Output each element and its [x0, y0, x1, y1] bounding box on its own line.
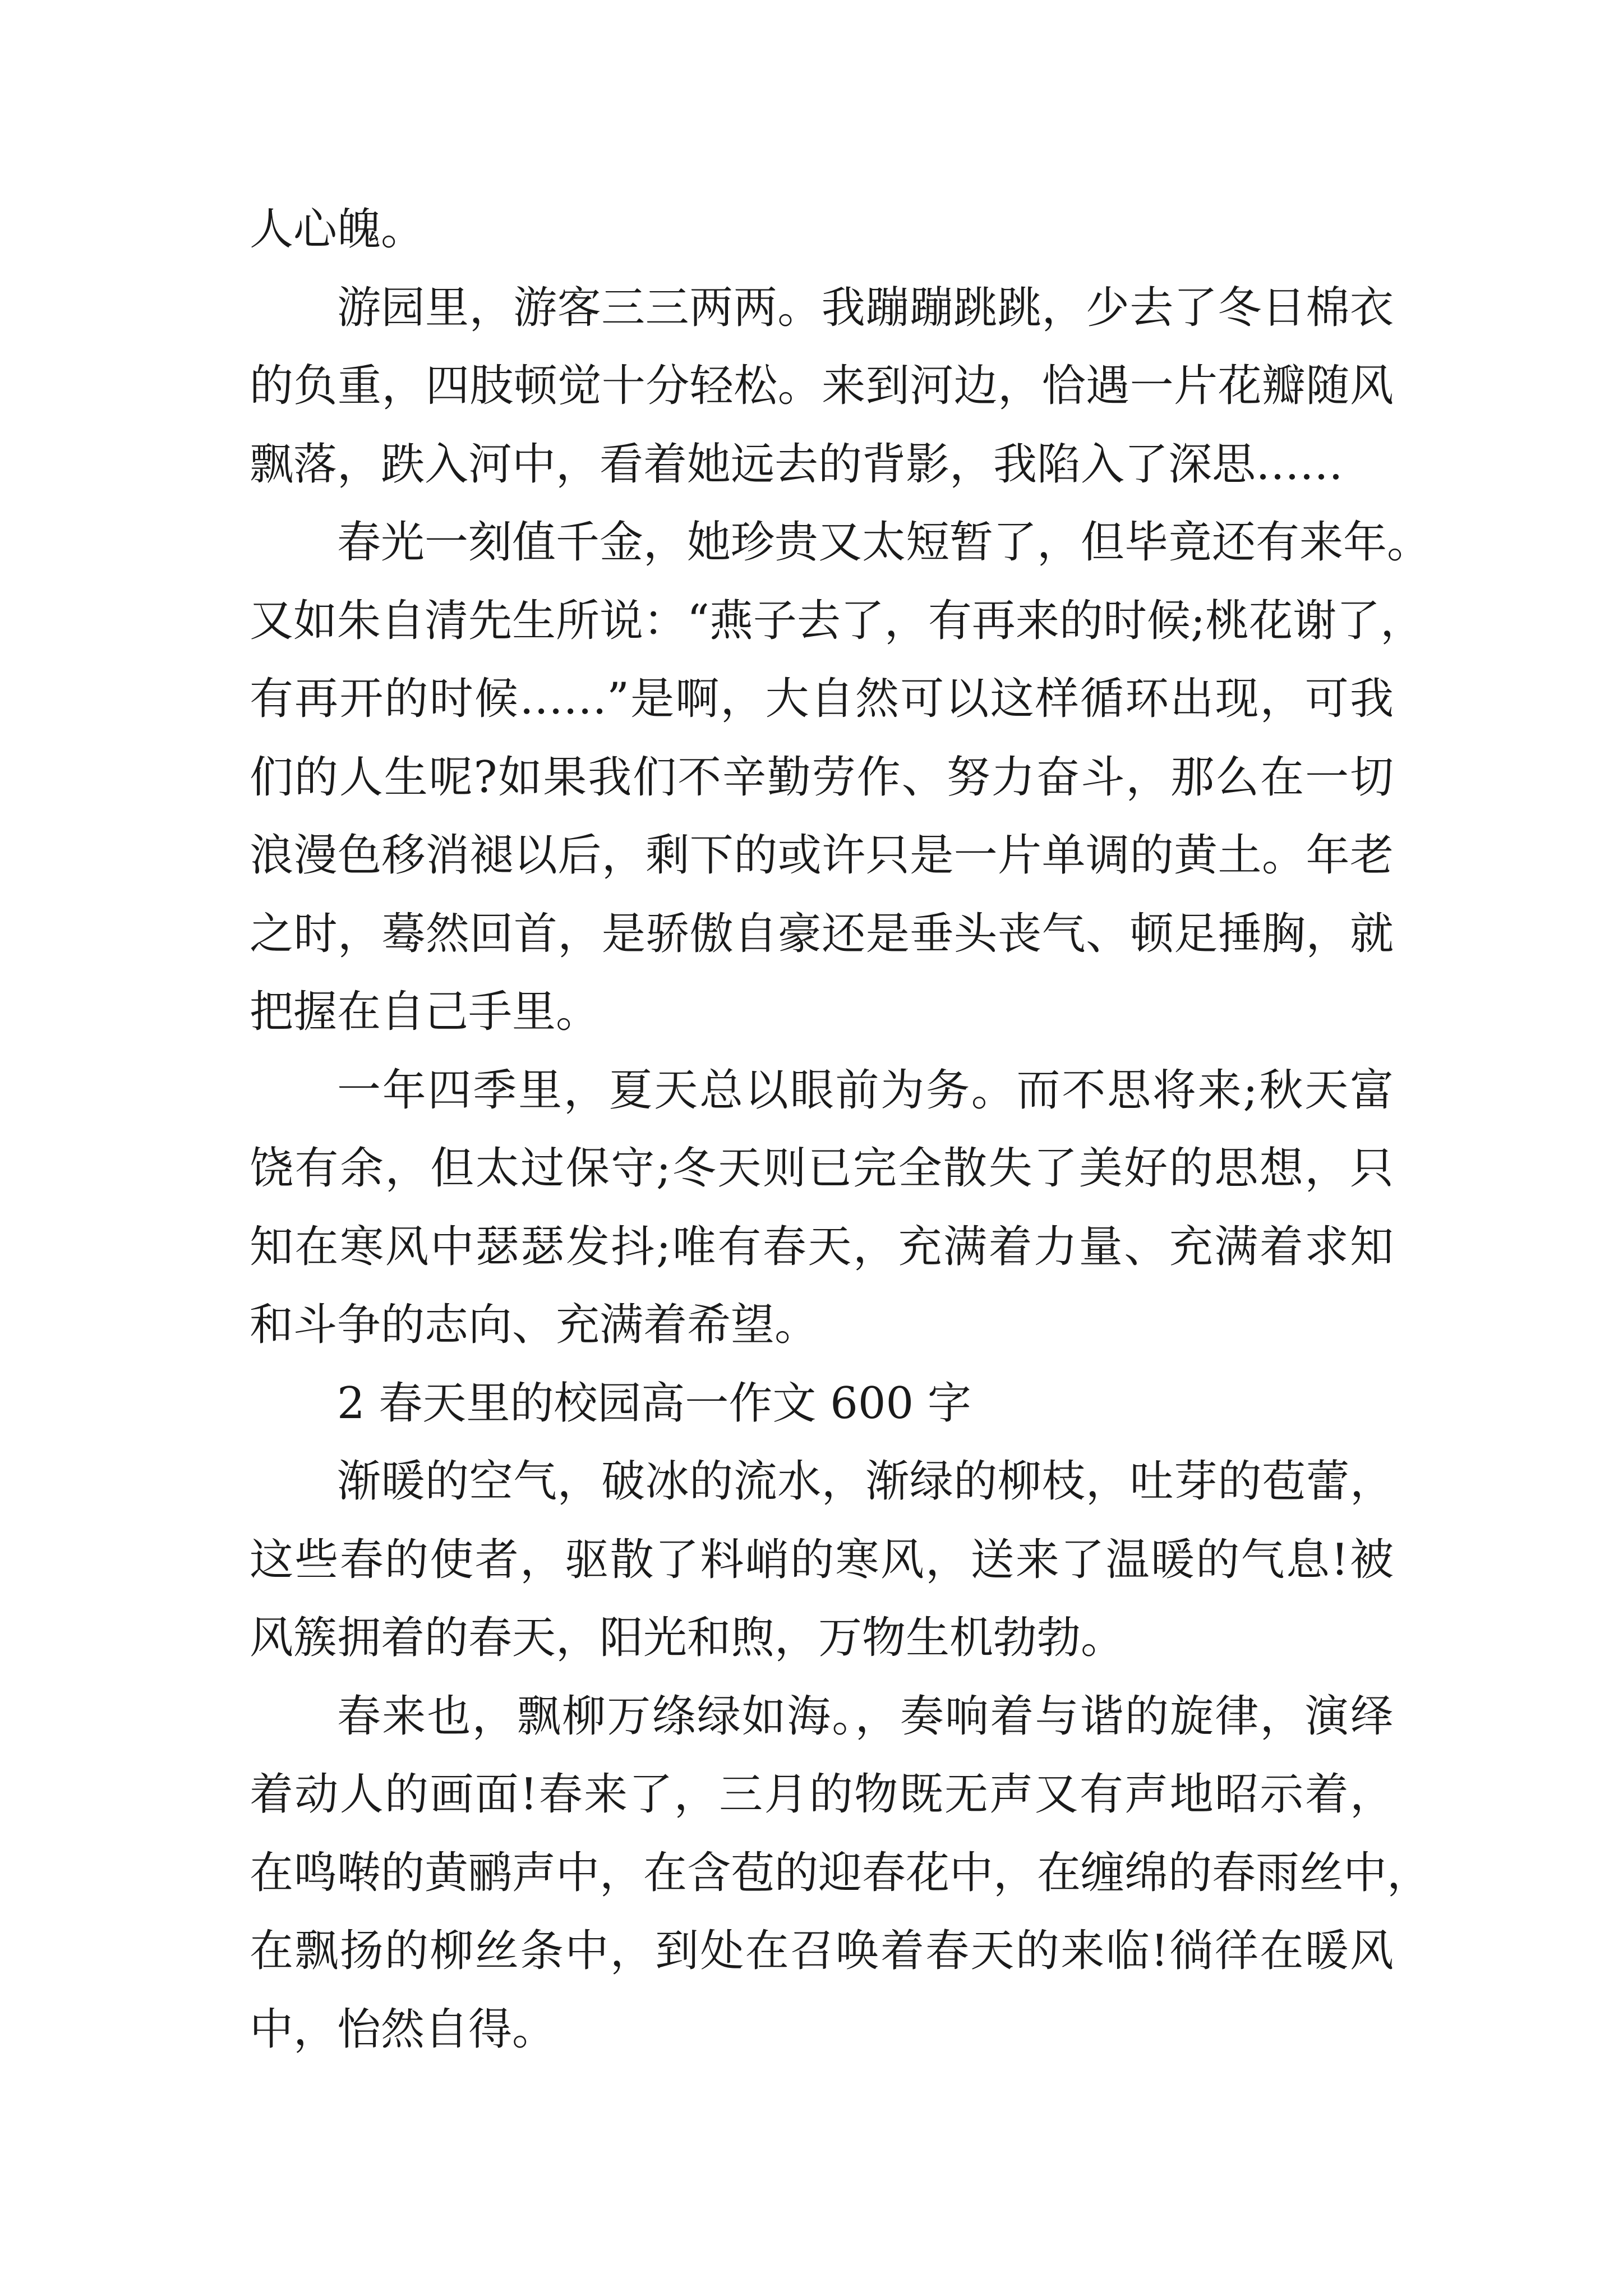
text-line: 中，怡然自得。	[250, 2004, 556, 2055]
text-line: 游园里，游客三三两两。我蹦蹦跳跳，少去了冬日棉衣	[337, 282, 1394, 333]
text-line: 又如朱自清先生所说：“燕子去了，有再来的时候;桃花谢了，	[250, 595, 1424, 646]
text-line: 春光一刻值千金，她珍贵又太短暂了，但毕竟还有来年。	[337, 517, 1431, 568]
text-line: 把握在自己手里。	[250, 987, 600, 1037]
text-line: 浪漫色移消褪以后，剩下的或许只是一片单调的黄土。年老	[250, 830, 1394, 881]
text-line: 饶有余，但太过保守;冬天则已完全散失了美好的思想，只	[250, 1143, 1394, 1194]
text-line: 有再开的时候……”是啊，大自然可以这样循环出现，可我	[250, 674, 1394, 724]
text-line: 和斗争的志向、充满着希望。	[250, 1300, 819, 1350]
paragraph	[250, 191, 1394, 269]
text-line: 之时，蓦然回首，是骄傲自豪还是垂头丧气、顿足捶胸，就	[250, 908, 1394, 959]
text-line: 知在寒风中瑟瑟发抖;唯有春天，充满着力量、充满着求知	[250, 1221, 1394, 1272]
text-line: 飘落，跌入河中，看着她远去的背影，我陷入了深思……	[250, 439, 1344, 490]
text-line: 在鸣啭的黄鹂声中，在含苞的迎春花中，在缠绵的春雨丝中，	[250, 1847, 1431, 1898]
text-line: 的负重，四肢顿觉十分轻松。来到河边，恰遇一片花瓣随风	[250, 361, 1394, 411]
text-line: 们的人生呢?如果我们不辛勤劳作、努力奋斗，那么在一切	[250, 752, 1394, 803]
text-line: 2 春天里的校园高一作文 600 字	[337, 1378, 971, 1429]
paragraph	[250, 1365, 1394, 1443]
text-line: 一年四季里，夏天总以眼前为务。而不思将来;秋天富	[337, 1065, 1394, 1116]
paragraph	[250, 1443, 1394, 1678]
paragraph	[250, 1052, 1394, 1365]
text-line: 渐暖的空气，破冰的流水，渐绿的柳枝，吐芽的苞蕾，	[337, 1456, 1394, 1507]
paragraph	[250, 504, 1431, 1052]
text-line: 人心魄。	[250, 204, 425, 255]
text-line: 这些春的使者，驱散了料峭的寒风，送来了温暖的气息!被	[250, 1534, 1394, 1585]
text-line: 着动人的画面!春来了，三月的物既无声又有声地昭示着，	[250, 1769, 1394, 1820]
paragraph	[250, 269, 1394, 504]
body-text	[250, 191, 1431, 2069]
text-line: 春来也，飘柳万绦绿如海。，奏响着与谐的旋律，演绎	[337, 1691, 1394, 1742]
paragraph	[250, 1678, 1431, 2069]
text-line: 风簇拥着的春天，阳光和煦，万物生机勃勃。	[250, 1613, 1125, 1663]
text-line: 在飘扬的柳丝条中，到处在召唤着春天的来临!徜徉在暖风	[250, 1926, 1394, 1976]
